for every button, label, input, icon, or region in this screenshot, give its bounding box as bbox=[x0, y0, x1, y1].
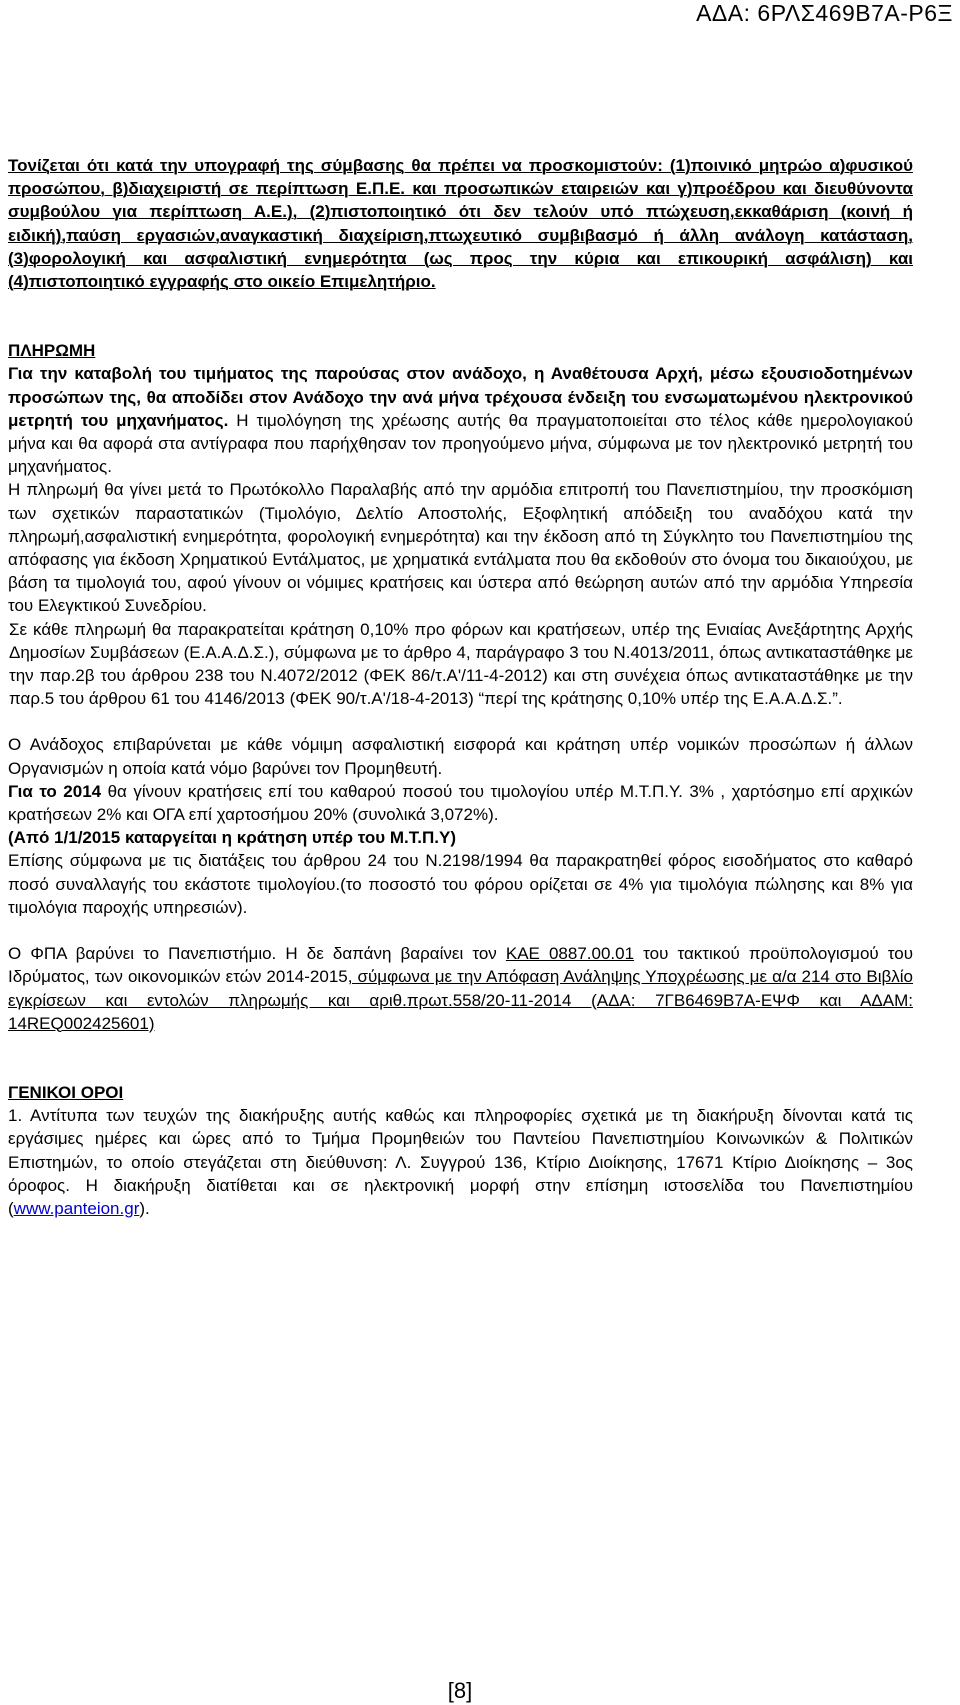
ada-code: ΑΔΑ: 6ΡΛΣ469Β7Α-Ρ6Ξ bbox=[696, 0, 953, 26]
payment-heading: ΠΛΗΡΩΜΗ bbox=[8, 341, 96, 361]
page-number: [8] bbox=[447, 1678, 473, 1703]
payment-paragraph-8-text-b: του τακτικού προϋπολογισμού του Ιδρύματος, των οικονομικών ετών 2014-2015 bbox=[8, 944, 914, 987]
general-terms-heading: ΓΕΝΙΚΟΙ ΟΡΟΙ bbox=[8, 1082, 124, 1102]
general-terms-item-1 bbox=[8, 1104, 913, 1220]
document-body bbox=[8, 154, 913, 1220]
payment-paragraph-8-text-a: Ο ΦΠΑ βαρύνει το Πανεπιστήμιο. Η δε δαπάνη βαραίνει τον bbox=[8, 944, 506, 964]
payment-paragraph-5-text: θα γίνουν κρατήσεις επί του καθαρού ποσού του τιμολογίου υπέρ Μ.Τ.Π.Υ. 3% , χαρτόσημο επί αρχικών κρατήσεων 2% και ΟΓΑ επί χαρτοσήμου 20% (συνολικά 3,072%). bbox=[8, 781, 913, 825]
payment-paragraph-1 bbox=[8, 362, 913, 478]
payment-paragraph-1-bold: Για την καταβολή του τιμήματος της παρούσας στον ανάδοχο, η Αναθέτουσα Αρχή, μέσω εξουσιοδοτημένων προσώπων της, θα αποδίδει στον Ανάδοχο την ανά μήνα τρέχουσα ένδειξη του ενσωματωμένου ηλεκτρονικού μετρητή του μηχανήματος. bbox=[8, 364, 913, 430]
payment-paragraph-2: Η πληρωμή θα γίνει μετά το Πρωτόκολλο Παραλαβής από την αρμόδια επιτροπή του Πανεπιστημίου, την προσκόμιση των σχετικών παραστατικών (Τιμολόγιο, Δελτίο Αποστολής, Εξοφλητική απόδειξη του αναδόχου κατά την πληρωμή,ασφαλιστική ενημερότητα, φορολογική ενημερότητα) και την έκδοση από τη Σύγκλητο του Πανεπιστημίου της απόφασης για έκδοση Χρηματικού Εντάλματος, με χρηματικά εντάλματα που θα εκδοθούν στο όνομα του δικαιούχου, με βάση τα τιμολογιά του, αφού γίνουν οι νόμιμες κρατήσεις και ύστερα από θεώρηση αυτών από την αρμόδια Υπηρεσία του Ελεγκτικού Συνεδρίου. bbox=[8, 480, 913, 616]
payment-paragraph-3: Σε κάθε πληρωμή θα παρακρατείται κράτηση 0,10% προ φόρων και κρατήσεων, υπέρ της Ενιαίας Ανεξάρτητης Αρχής Δημοσίων Συμβάσεων (Ε.Α.Α.Δ.Σ.), σύμφωνα με το άρθρο 4, παράγραφο 3 του Ν.4013/2011, όπως αντικαταστάθηκε με την παρ.2β του άρθρου 238 του Ν.4072/2012 (ΦΕΚ 86/τ.Α'/11-4-2012) και στη συνέχεια όπως αντικαταστάθηκε με την παρ.5 του άρθρου 61 του 4146/2013 (ΦΕΚ 90/τ.Α'/18-4-2013) “περί της κράτησης 0,10% υπέρ της Ε.Α.Α.Δ.Σ.”. bbox=[9, 619, 913, 709]
payment-paragraph-8 bbox=[8, 942, 913, 1035]
contract-requirements-paragraph: Τονίζεται ότι κατά την υπογραφή της σύμβασης θα πρέπει να προσκομιστούν: (1)ποινικό μητρώο α)φυσικού προσώπου, β)διαχειριστή σε περίπτωση Ε.Π.Ε. και προσωπικών εταιρειών και γ)προέδρου και διευθύνοντα συμβούλου για περίπτωση Α.Ε.), (2)πιστοποιητικό ότι δεν τελούν υπό πτώχευση,εκκαθάριση (κοινή ή ειδική),παύση εργασιών,αναγκαστική διαχείριση,πτωχευτικό συμβιβασμό ή άλλη ανάλογη κατάσταση, (3)φορολογική και ασφαλιστική ενημερότητα (ως προς την κύρια και επικουρική ασφάλιση) και (4)πιστοποιητικό εγγραφής στο οικείο Επιμελητήριο. bbox=[8, 156, 913, 292]
payment-paragraph-4: Ο Ανάδοχος επιβαρύνεται με κάθε νόμιμη ασφαλιστική εισφορά και κράτηση υπέρ νομικών προσώπων ή άλλων Οργανισμών η οποία κατά νόμο βαρύνει τον Προμηθευτή. bbox=[8, 735, 913, 778]
payment-paragraph-5-bold: Για το 2014 bbox=[8, 781, 102, 801]
kae-code: ΚΑΕ 0887.00.01 bbox=[505, 944, 635, 964]
payment-paragraph-1-text: Η τιμολόγηση της χρέωσης αυτής θα πραγματοποιείται στο τέλος κάθε ημερολογιακού μήνα και θα αφορά στα αντίγραφα που παρήχθησαν τον προηγούμενο μήνα, σύμφωνα με τον ηλεκτρονικό μετρητή του μηχανήματος. bbox=[8, 410, 913, 477]
general-terms-item-1-end: ). bbox=[139, 1198, 150, 1218]
payment-paragraph-7: Επίσης σύμφωνα με τις διατάξεις του άρθρου 24 του Ν.2198/1994 θα παρακρατηθεί φόρος εισοδήματος στο καθαρό ποσό συναλλαγής του εκάστοτε τιμολογίου.(το ποσοστό του φόρου ορίζεται σε 4% για τιμολόγια πώλησης και 8% για τιμολόγια παροχής υπηρεσιών). bbox=[8, 851, 913, 917]
payment-paragraph-5 bbox=[8, 780, 913, 826]
panteion-website-link[interactable]: www.panteion.gr bbox=[13, 1198, 140, 1218]
payment-paragraph-6: (Από 1/1/2015 καταργείται η κράτηση υπέρ του Μ.Τ.Π.Υ) bbox=[8, 828, 456, 848]
payment-paragraph-8-underlined: , σύμφωνα με την Απόφαση Ανάληψης Υποχρέωσης με α/α 214 στο Βιβλίο εγκρίσεων και εντολών πληρωμής και αριθ.πρωτ.558/20-11-2014 (ΑΔΑ: 7ΓΒ6469Β7Α-ΕΨΦ και ΑΔΑΜ: 14REQ002425601) bbox=[8, 967, 913, 1033]
general-terms-item-1-text: 1. Αντίτυπα των τευχών της διακήρυξης αυτής καθώς και πληροφορίες σχετικά με τη διακήρυξη δίνονται κατά τις εργάσιμες ημέρες και ώρες από το Τμήμα Προμηθειών του Παντείου Πανεπιστημίου Κοινωνικών & Πολιτικών Επιστημών, το οποίο στεγάζεται στη διεύθυνση: Λ. Συγγρού 136, Κτίριο Διοίκησης, 17671 Κτίριο Διοίκησης – 3ος όροφος. Η διακήρυξη διατίθεται και σε ηλεκτρονική μορφή στην επίσημη ιστοσελίδα του Πανεπιστημίου ( bbox=[8, 1106, 913, 1218]
